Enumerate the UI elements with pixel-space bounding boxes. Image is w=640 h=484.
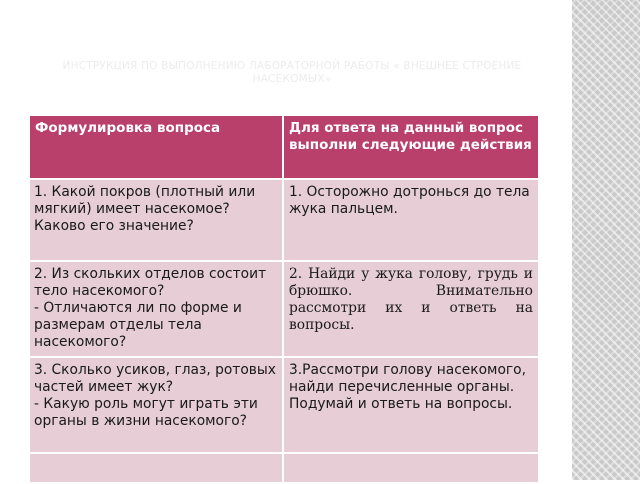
table-row (29, 261, 539, 357)
page-title: ИНСТРУКЦИЯ ПО ВЫПОЛНЕНИЮ ЛАБОРАТОРНОЙ РАБОТЫ « ВНЕШНЕЕ СТРОЕНИЕ НАСЕКОМЫХ» (62, 60, 522, 85)
question-cell: 2. Из скольких отделов состоит тело насекомого? - Отличаются ли по форме и размерам отделы тела насекомого? (29, 261, 283, 357)
instruction-table (28, 114, 540, 484)
table-row (29, 453, 539, 483)
table-row (29, 179, 539, 261)
question-cell: 3. Сколько усиков, глаз, ротовых частей имеет жук? - Какую роль могут играть эти органы в жизни насекомого? (29, 357, 283, 453)
table-row (29, 357, 539, 453)
action-cell: 2. Найди у жука голову, грудь и брюшко. Внимательно рассмотри их и ответь на вопросы. (283, 261, 539, 357)
question-cell (29, 453, 283, 483)
action-cell: 1. Осторожно дотронься до тела жука пальцем. (283, 179, 539, 261)
header-question: Формулировка вопроса (29, 115, 283, 179)
question-cell: 1. Какой покров (плотный или мягкий) имеет насекомое? Каково его значение? (29, 179, 283, 261)
decorative-side-stripe (572, 0, 640, 480)
table-header-row (29, 115, 539, 179)
header-action: Для ответа на данный вопрос выполни следующие действия (283, 115, 539, 179)
action-cell (283, 453, 539, 483)
action-cell: 3.Рассмотри голову насекомого, найди перечисленные органы. Подумай и ответь на вопросы. (283, 357, 539, 453)
